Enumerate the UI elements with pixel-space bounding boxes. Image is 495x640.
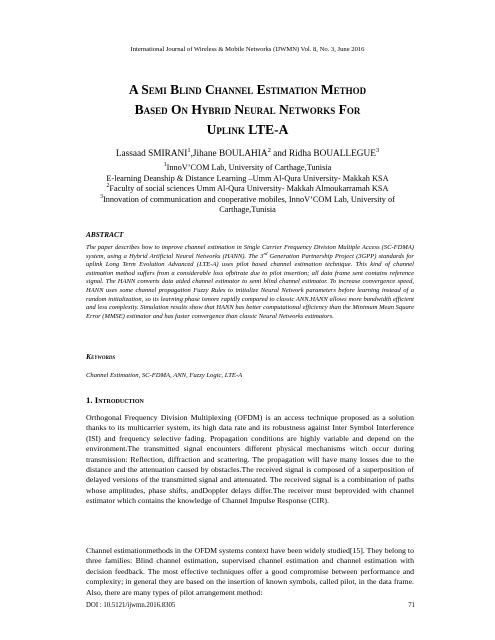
affiliation-text: E-learning Deanship & Distance Learning –Umm Al-Qura University- Makkah KSA — [106, 173, 389, 183]
paper-title — [60, 80, 435, 140]
author-list — [40, 148, 455, 160]
affiliation-line — [60, 184, 435, 195]
affiliation-text: Innovation of communication and cooperative mobiles, InnoV’COM Lab, University of — [102, 194, 395, 204]
title-line-1: A Semi Blind Channel Estimation Method — [128, 82, 367, 97]
abstract-heading: ABSTRACT — [86, 230, 124, 239]
page-number: 71 — [408, 602, 415, 609]
author-1: Lassaad SMIRANI — [115, 149, 188, 159]
keywords-heading: Keywords — [86, 352, 116, 361]
keywords-body: Channel Estimation, SC-FDMA, ANN, Fuzzy Logic, LTE-A — [86, 372, 243, 379]
affiliation-text: InnoV’COM Lab, University of Carthage,Tunisia — [166, 163, 332, 172]
title-line-3: Uplink LTE-A — [206, 122, 289, 137]
author-2-affil: 2 — [267, 146, 271, 154]
affiliation-text: Faculty of social sciences Umm Al-Qura University- Makkah Almoukarramah KSA — [109, 184, 389, 194]
title-line-2: Based On Hybrid Neural Networks For — [134, 102, 361, 117]
introduction-paragraph-1: Orthogonal Frequency Division Multiplexing (OFDM) is an access technique proposed as a solution thanks to its multicarrier system, its high data rate and its robustness against Inter Symbol Interference (ISI) and frequency selective fading. Propagation conditions are highly variable and depend on the environment.The transmitted signal encounters different physical mechanisms witch occur during transmission: Reflection, diffraction and scattering. The propagation will have many losses due to the distance and the attenuation caused by obstacles.The received signal is composed of a superposition of delayed versions of the transmitted signal and attenuated. The received signal is a combination of paths whose amplitudes, phase shifts, andDoppler delays differ.The receiver must beprovided with channel estimator which contains the knowledge of Channel Impulse Response (CIR). — [86, 413, 414, 506]
affiliation-marker: 2 — [106, 183, 110, 190]
introduction-heading: 1. Introduction — [86, 395, 144, 405]
abstract-text: Generation Partnership Project (3GPP) standards for uplink Long Term Evolution Advanced (LTE-A) uses pilot based channel estimation technique. This kind of channel estimation method suffers from a considerable loss ofbitrate due to pilot insertion; all data frame sent contains reference signal. The HANN converts data aided channel estimator to semi blind channel estimator. To increase convergence speed, HANN uses some channel propagation Fuzzy Rules to initialize Neural Network parameters before learning instead of a random initialization, so its learning phase ismore rapidly compared to classic ANN.HANN allows more bandwidth efficient and less complexity. Simulation results show that HANN has better computational efficiency than the Minimum Mean Square Error (MMSE) estimator and has faster convergence than classic Neural Networks estimators. — [86, 252, 414, 320]
author-3: and Ridha BOUALLEGUE — [270, 149, 376, 159]
doi-footer: DOI : 10.5121/ijwmn.2016.8305 — [86, 602, 176, 609]
affiliation-line — [60, 205, 435, 216]
affiliations — [60, 163, 435, 216]
introduction-paragraph-2: Channel estimationmethods in the OFDM systems context have been widely studied[15]. They belong to three families: Blind channel estimation, supervised channel estimation and channel estimation with decision feedback. The most effective techniques offer a good compromise between performance and complexity; in general they are based on the insertion of known symbols, called pilot, in the data frame. Also, there are many types of pilot arrangement method: — [86, 546, 414, 597]
affiliation-line — [60, 174, 435, 185]
abstract-ordinal: rd — [263, 250, 268, 256]
affiliation-marker: 1 — [163, 162, 167, 169]
abstract-body — [86, 244, 414, 321]
author-1-affil: 1 — [187, 146, 191, 154]
affiliation-marker: 3 — [100, 194, 103, 201]
abstract-text: The paper describes how to improve channel estimation in Single Carrier Frequency Division Multiple Access (SC-FDMA) system, using a Hybrid Artificial Neural Networks (HANN). The 3 — [86, 244, 414, 260]
journal-header: International Journal of Wireless & Mobile Networks (IJWMN) Vol. 8, No. 3, June 2016 — [130, 46, 365, 53]
author-3-affil: 3 — [375, 146, 380, 154]
affiliation-line — [60, 195, 435, 206]
affiliation-text: Carthage,Tunisia — [219, 205, 276, 215]
author-2: ,Jihane BOULAHIA — [190, 149, 268, 159]
affiliation-line — [60, 163, 435, 174]
